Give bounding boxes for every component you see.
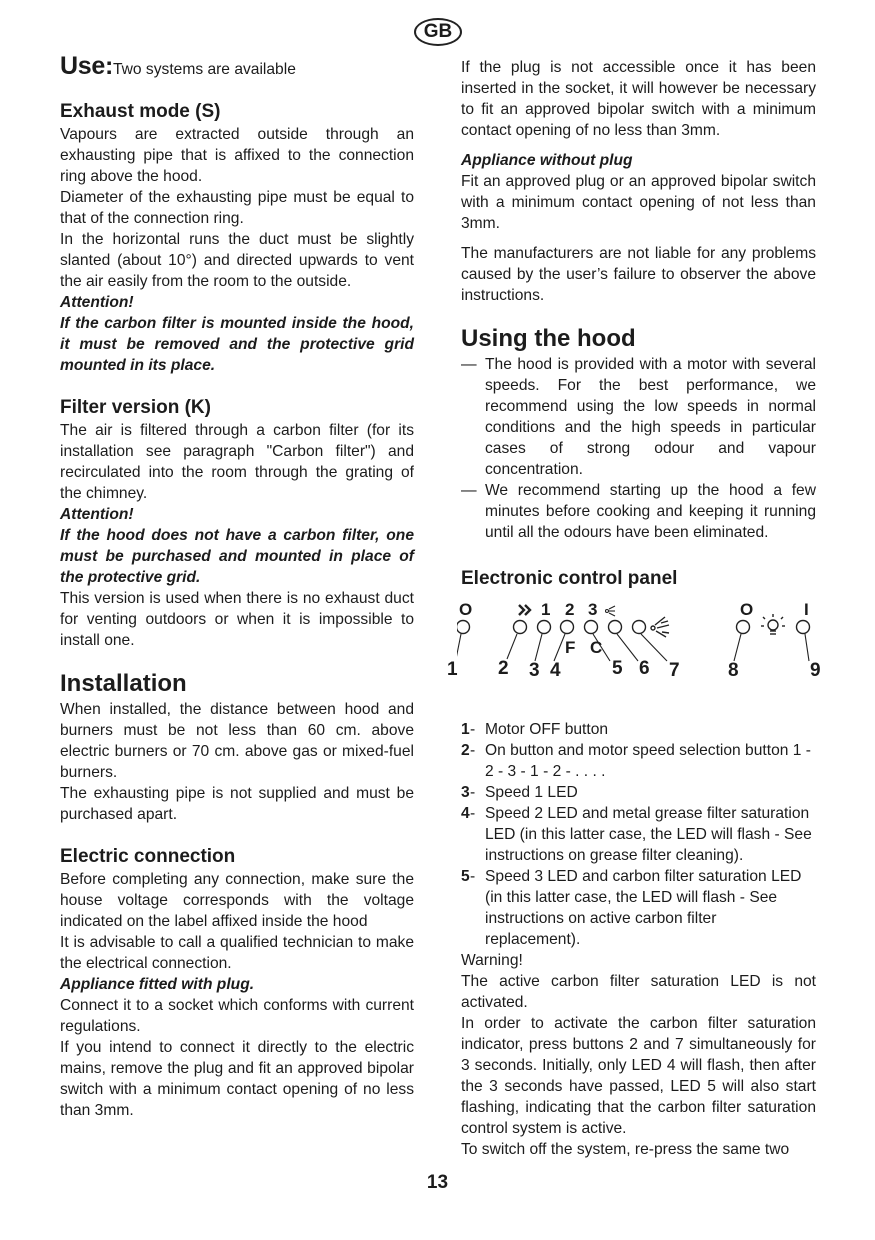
left-column [60,54,414,1121]
callout-5: 5 [612,658,623,679]
list-item: — We recommend starting up the hood a few minutes before cooking and keeping it running until all the odours have been eliminated. [461,480,816,543]
installation-heading: Installation [60,670,187,697]
exhaust-p1: Vapours are extracted outside through an exhausting pipe that is affixed to the connection ring above the hood. [60,126,414,185]
electric-p1: Before completing any connection, make sure the house voltage corresponds with the voltage indicated on the label affixed inside the hood [60,871,414,930]
list-item: 2 - On button and motor speed selection button 1 - 2 - 3 - 1 - 2 - . . . . [461,742,811,780]
label-speed-3: 3 [588,600,598,619]
panel-drawing [457,601,827,701]
button-9-light-on [797,621,810,634]
filter-heading: Filter version (K) [60,397,211,418]
callout-7: 7 [669,660,680,681]
label-c: C [590,638,603,657]
legend-list [461,719,816,950]
warning-label: Warning! [461,952,523,969]
installation-p2: The exhausting pipe is not supplied and must be purchased apart. [60,785,414,823]
filter-p1: The air is filtered through a carbon filter (for its installation see paragraph "Carbon filter") and recirculated into the room through the grating of the chimney. [60,422,414,502]
led-5 [585,621,598,634]
page-number: 13 [426,1172,449,1193]
using-heading: Using the hood [461,325,636,352]
fan-icon [651,617,669,637]
installation-p1: When installed, the distance between hood and burners must be not less than 60 cm. above electric burners or 70 cm. above gas or mixed-fuel burners. [60,701,414,781]
callout-6: 6 [639,658,650,679]
filter-p2: This version is used when there is no exhaust duct for venting outdoors or when it is impossible to install one. [60,590,414,649]
warning-p1: The active carbon filter saturation LED is not activated. [461,973,816,1011]
label-f: F [565,638,576,657]
noplug-heading: Appliance without plug [461,152,633,169]
button-1-off [457,621,470,634]
fan-small-icon [606,606,616,616]
button-7-fan [633,621,646,634]
label-off: O [459,600,473,619]
right-column [447,57,821,1160]
label-speed-1: 1 [541,600,551,619]
led-4 [561,621,574,634]
exhaust-p3: In the horizontal runs the duct must be slightly slanted (about 10°) and directed upwards to vent the air easily from the room to the outside. [60,231,414,290]
use-title: Use: [60,52,113,80]
control-panel-diagram [447,600,831,701]
led-3 [538,621,551,634]
button-8-light-off [737,621,750,634]
plug-access-text: If the plug is not accessible once it has been inserted in the socket, it will however be necessary to fit an approved bipolar switch with a minimum contact opening of no less than 3mm. [461,59,816,139]
list-item: — The hood is provided with a motor with several speeds. For the best performance, we recommend using the low speeds in normal conditions and the high speeds in particular cases of strong odour and vapour concentration. [461,354,816,480]
electric-p2: It is advisable to call a qualified technician to make the electrical connection. [60,934,414,972]
callout-8: 8 [728,660,739,681]
using-list [461,354,816,543]
use-text: Two systems are available [113,61,296,78]
label-speed-2: 2 [565,600,575,619]
exhaust-attention: Attention! [60,294,134,311]
exhaust-heading: Exhaust mode (S) [60,101,221,122]
list-item: 5 - Speed 3 LED and carbon filter saturation LED (in this latter case, the LED will flash - See instructions on active carbon filter replacement). [461,868,802,948]
led-6 [609,621,622,634]
callout-1: 1 [447,659,458,680]
list-item: 1 - Motor OFF button [461,721,609,738]
language-badge: GB [414,18,462,46]
filter-warning: If the hood does not have a carbon filter, one must be purchased and mounted in place of the protective grid. [60,527,414,586]
plug-heading: Appliance fitted with plug. [60,976,255,993]
electric-heading: Electric connection [60,846,236,867]
warning-p3: To switch off the system, re-press the same two [461,1141,790,1158]
label-light-off: O [740,600,754,619]
callout-4: 4 [550,660,561,681]
button-2-on [514,621,527,634]
callout-2: 2 [498,658,509,679]
callout-9: 9 [810,660,821,681]
exhaust-warning: If the carbon filter is mounted inside the hood, it must be removed and the protective grid mounted in its place. [60,315,414,374]
callout-3: 3 [529,660,540,681]
list-item: 3 - Speed 1 LED [461,784,578,801]
warning-p2: In order to activate the carbon filter saturation indicator, press buttons 2 and 7 simultaneously for 3 seconds. Initially, only LED 4 will flash, then after the 3 seconds have passed, LED 5 will also start flashing, indicating that the carbon filter saturation control system is active. [461,1015,816,1137]
filter-attention: Attention! [60,506,134,523]
electric-p3: Connect it to a socket which conforms with current regulations. [60,997,414,1035]
label-light-on: I [804,600,809,619]
exhaust-p2: Diameter of the exhausting pipe must be equal to that of the connection ring. [60,189,414,227]
electric-p4: If you intend to connect it directly to the electric mains, remove the plug and fit an approved bipolar switch with a minimum contact opening of no less than 3mm. [60,1039,414,1119]
list-item: 4 - Speed 2 LED and metal grease filter saturation LED (in this latter case, the LED will flash - See instructions on grease filter cleaning). [461,805,812,864]
chevrons-icon [519,605,530,615]
liability-text: The manufacturers are not liable for any problems caused by the user’s failure to observer the above instructions. [461,245,816,304]
panel-heading: Electronic control panel [461,568,678,589]
use-intro [60,52,414,80]
noplug-text: Fit an approved plug or an approved bipolar switch with a minimum contact opening of not less than 3mm. [461,173,816,232]
bulb-icon [761,614,785,634]
